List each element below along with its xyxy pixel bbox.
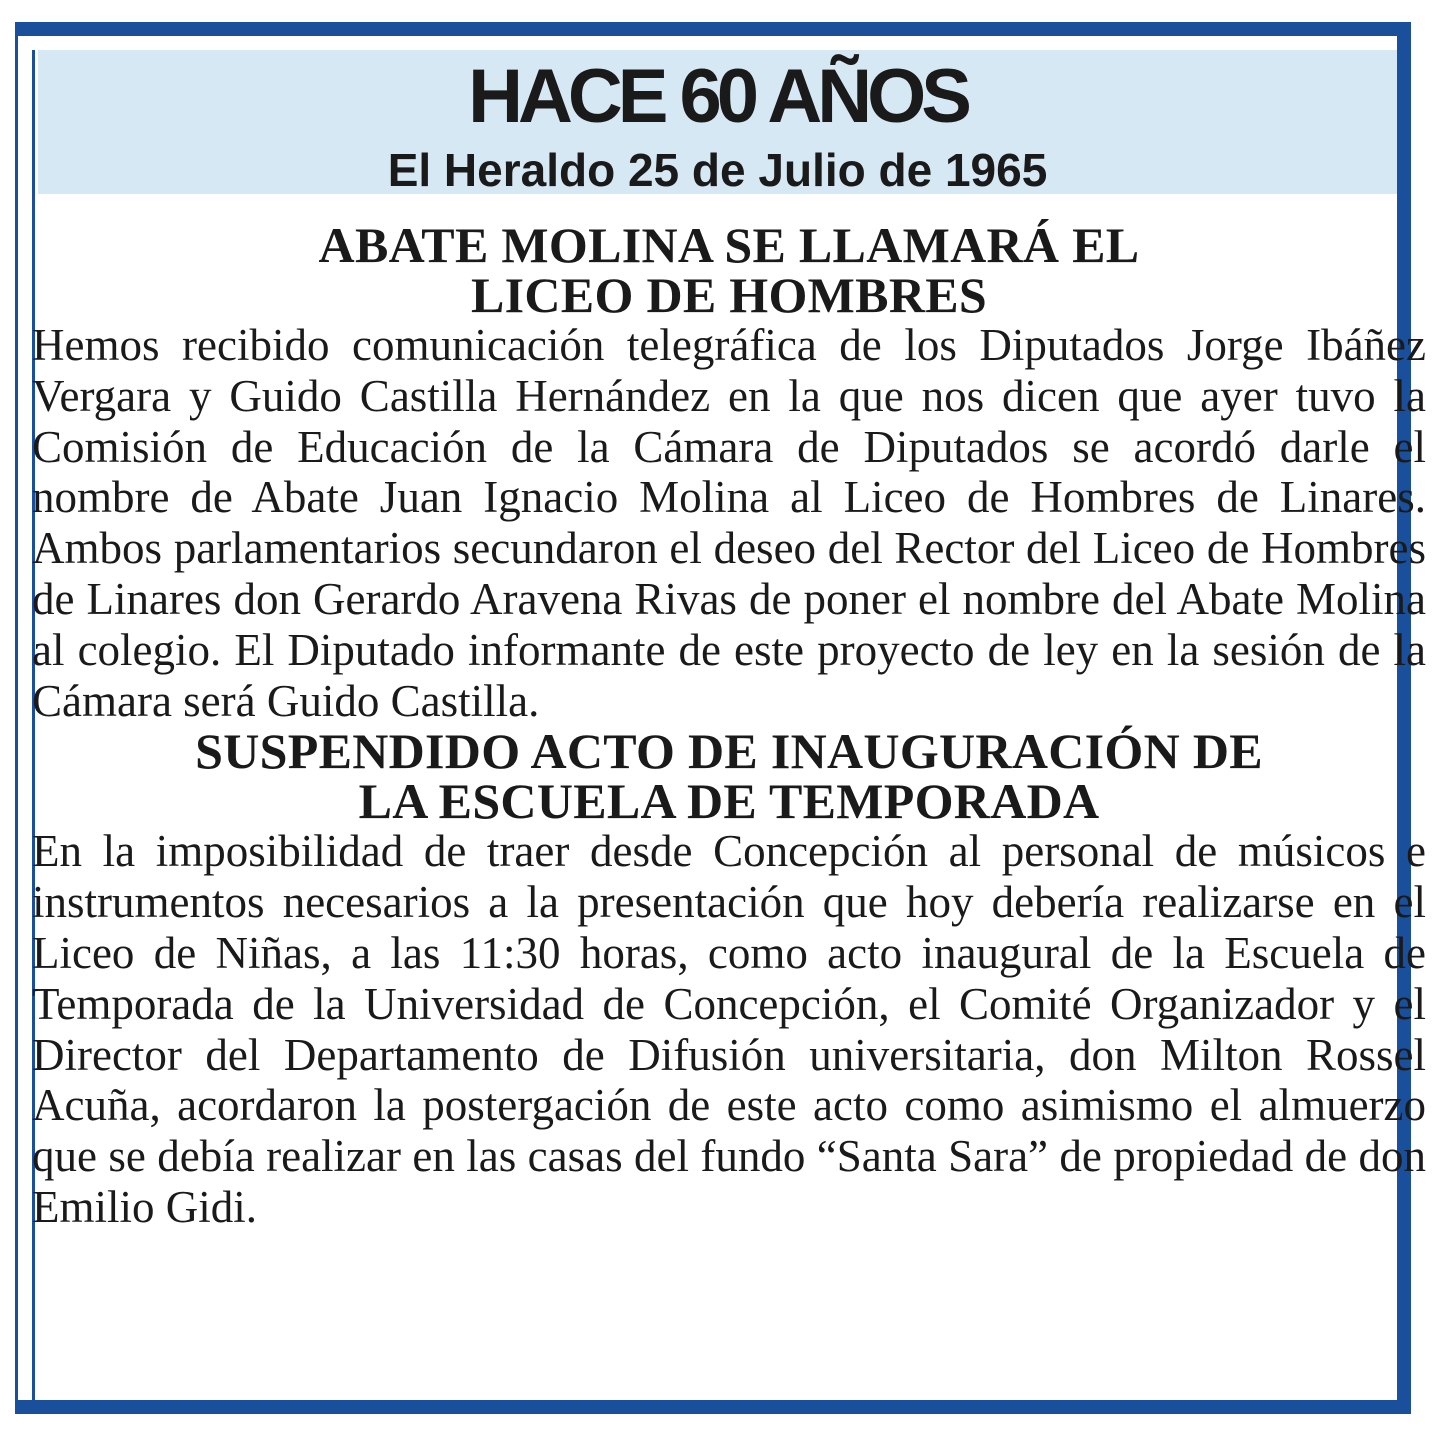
- masthead-subtitle: El Heraldo 25 de Julio de 1965: [387, 144, 1048, 196]
- article: [32, 723, 1426, 1232]
- article-content: [32, 217, 1426, 1233]
- article-body: En la imposibilidad de traer desde Concepción al personal de músicos e instrumentos necesarios a la presentación que hoy debería realizarse en el Liceo de Niñas, a las 11:30 horas, como acto inaugural de la Escuela de Temporada de la Universidad de Concepción, el Comité Organizador y el Director del Departamento de Difusión universitaria, don Milton Rossel Acuña, acordaron la postergación de este acto como asimismo el almuerzo que se debía realizar en las casas del fundo “Santa Sara” de propiedad de don Emilio Gidi.: [32, 826, 1426, 1232]
- masthead-band: [38, 50, 1397, 194]
- article-headline: ABATE MOLINA SE LLAMARÁ EL LICEO DE HOMBRES: [318, 217, 1140, 323]
- masthead-title: HACE 60 AÑOS: [468, 54, 967, 139]
- article-body: Hemos recibido comunicación telegráfica de los Diputados Jorge Ibáñez Vergara y Guido Castilla Hernández en la que nos dicen que ayer tuvo la Comisión de Educación de la Cámara de Diputados se acordó darle el nombre de Abate Juan Ignacio Molina al Liceo de Hombres de Linares. Ambos parlamentarios secundaron el deseo del Rector del Liceo de Hombres de Linares don Gerardo Aravena Rivas de poner el nombre del Abate Molina al colegio. El Diputado informante de este proyecto de ley en la sesión de la Cámara será Guido Castilla.: [32, 320, 1426, 726]
- article: [32, 217, 1426, 726]
- article-headline: SUSPENDIDO ACTO DE INAUGURACIÓN DE LA ESCUELA DE TEMPORADA: [195, 723, 1263, 830]
